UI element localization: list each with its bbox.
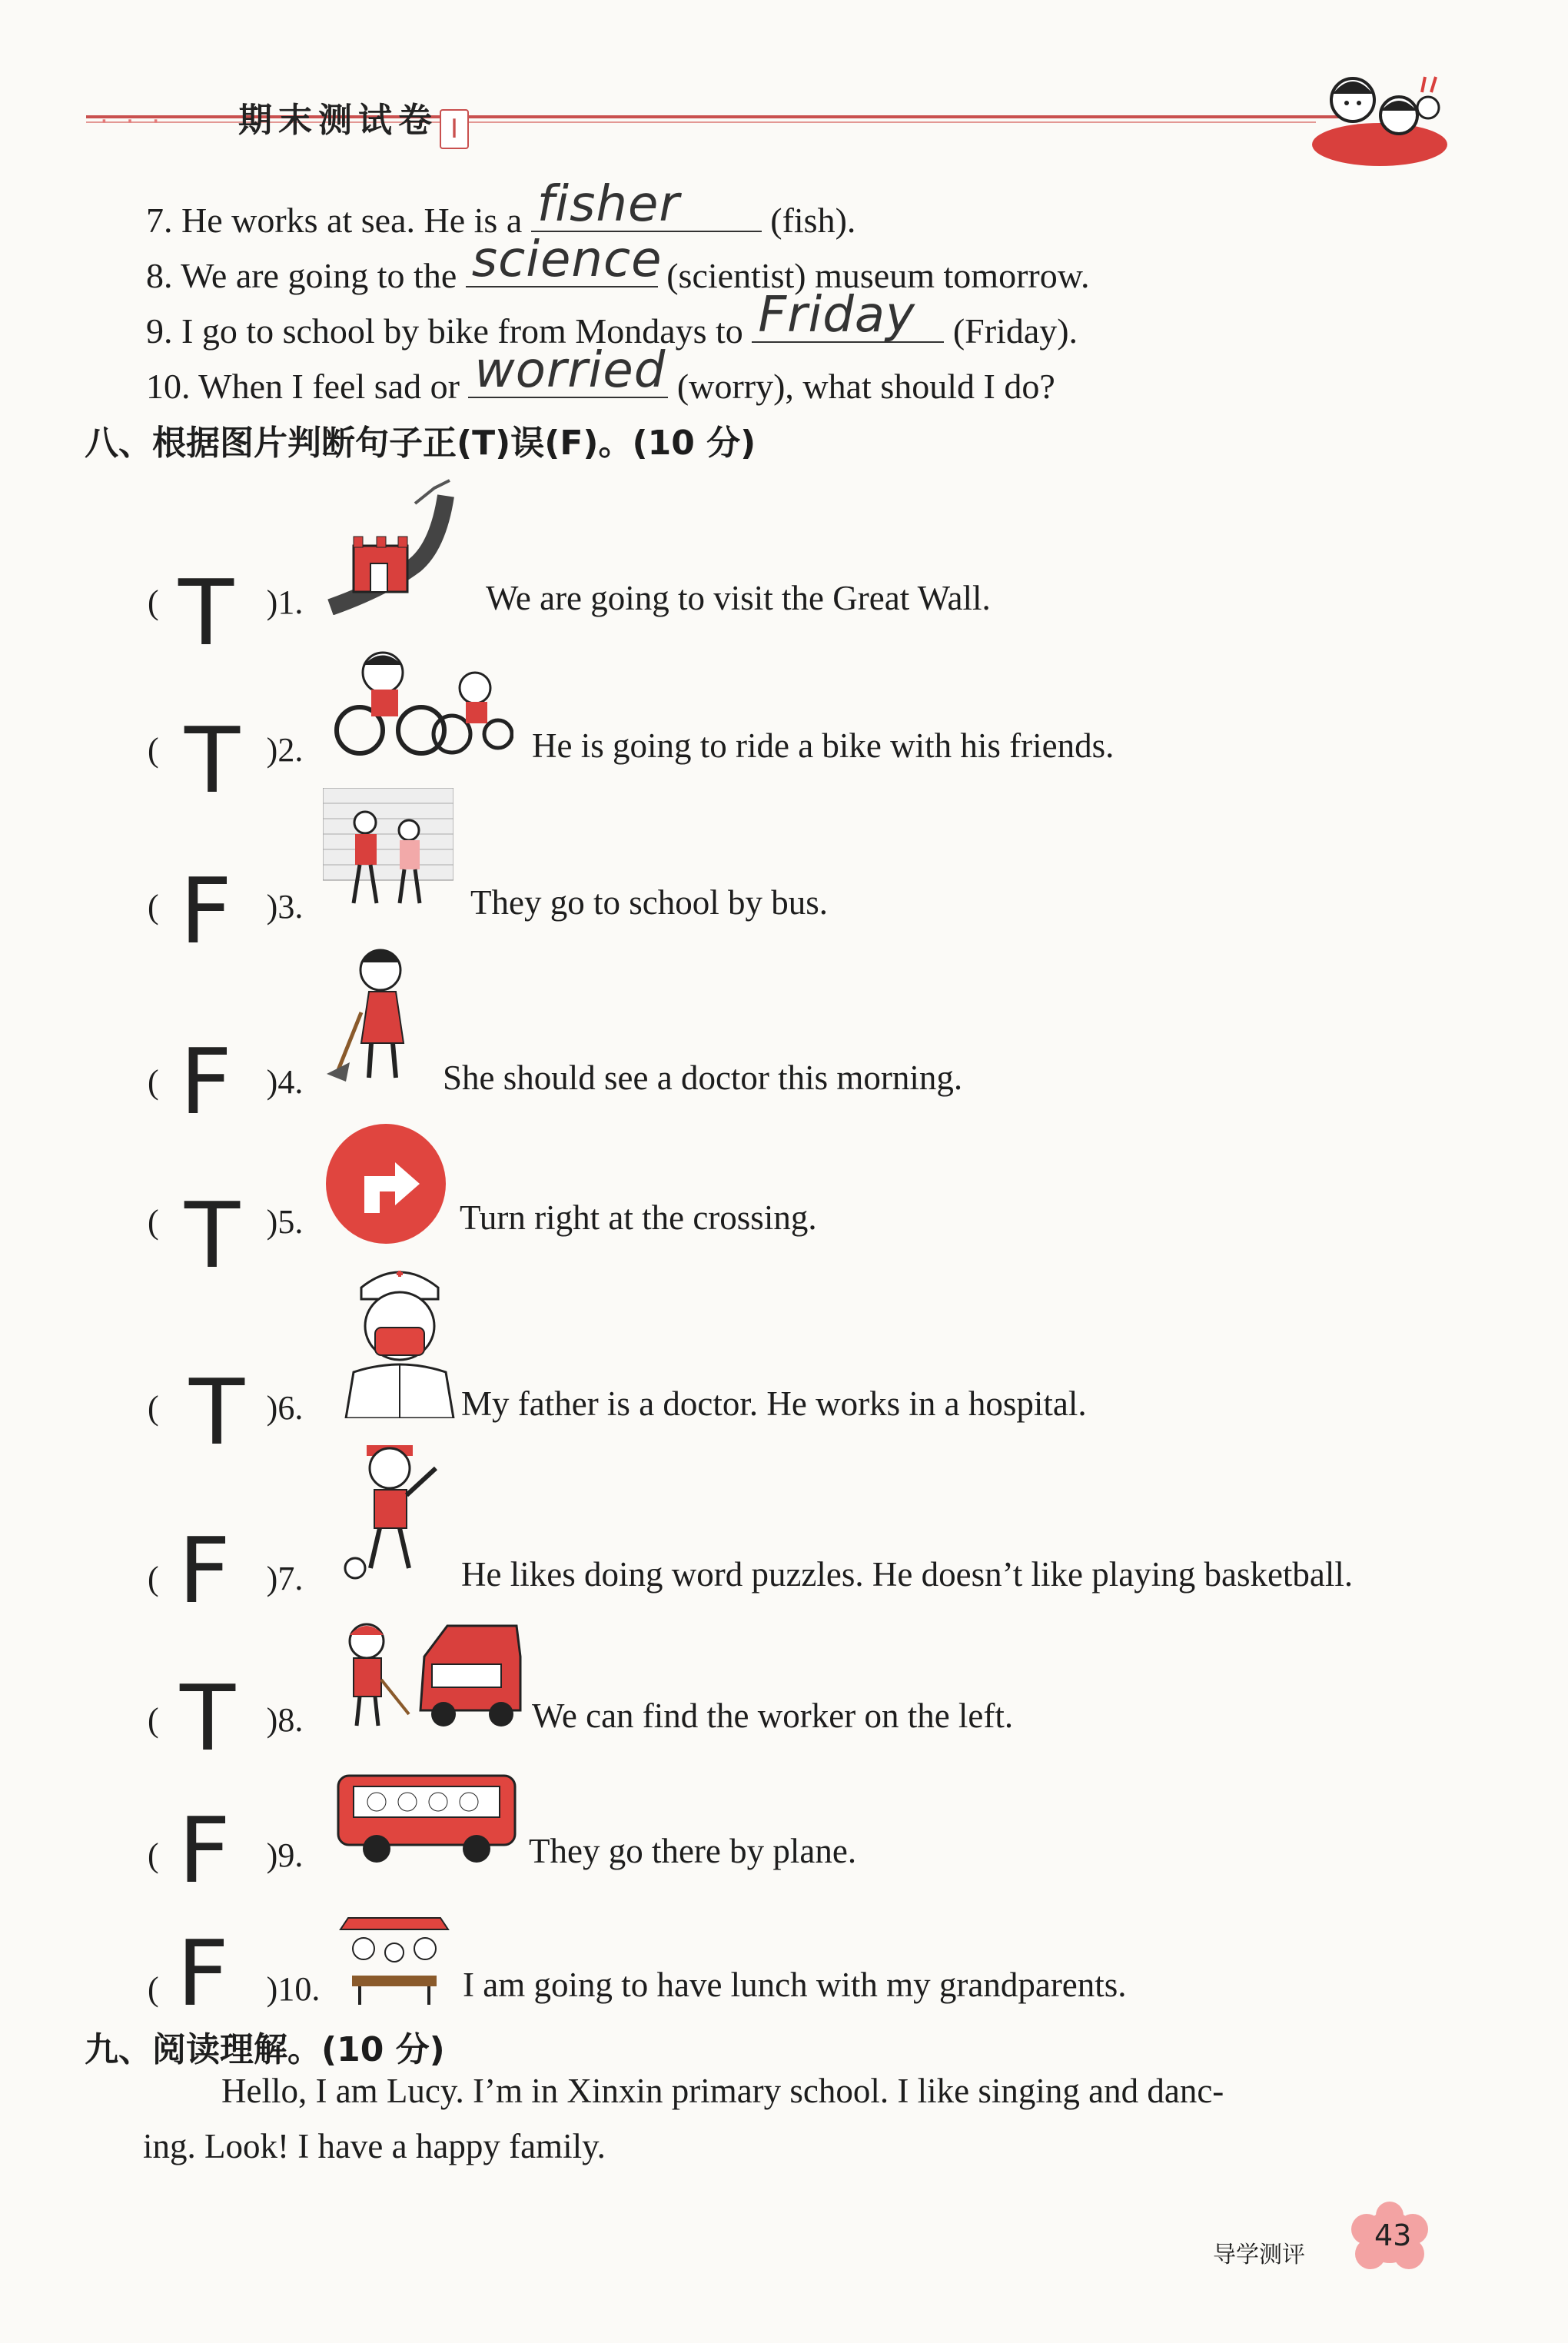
sentence-after: (worry), what should I do? bbox=[676, 367, 1055, 406]
sentence-7: He likes doing word puzzles. He doesn’t like playing basketball. bbox=[461, 1555, 1354, 1594]
sweeping-girl-picture bbox=[327, 939, 427, 1085]
item-number: 10. bbox=[146, 367, 191, 406]
sentence-before: When I feel sad or bbox=[198, 367, 460, 406]
great-wall-picture bbox=[323, 473, 477, 615]
handwritten-mark-4: F bbox=[180, 1029, 232, 1135]
reading-paragraph-line-2: ing. Look! I have a happy family. bbox=[143, 2127, 606, 2165]
header-title: 期末测试卷 bbox=[238, 101, 438, 140]
sentence-4: She should see a doctor this morning. bbox=[443, 1059, 963, 1097]
handwritten-answer: science bbox=[471, 231, 663, 288]
walking-picture bbox=[323, 788, 453, 915]
sentence-before: He works at sea. He is a bbox=[181, 201, 523, 240]
answer-blank[interactable] bbox=[468, 342, 668, 399]
answer-blank[interactable] bbox=[531, 176, 762, 233]
handwritten-mark-3: F bbox=[180, 858, 232, 964]
sentence-after: (Friday). bbox=[952, 311, 1078, 351]
item-number: 7. bbox=[146, 201, 173, 240]
answer-paren-7[interactable]: ( )7. bbox=[148, 1560, 304, 1597]
handwritten-mark-6: T bbox=[189, 1359, 245, 1465]
answer-paren-3[interactable]: ( )3. bbox=[148, 888, 304, 926]
answer-blank[interactable] bbox=[752, 287, 944, 344]
sentence-3: They go to school by bus. bbox=[470, 883, 828, 922]
section-9-title: 九、阅读理解。(10 分) bbox=[85, 2030, 445, 2069]
footer-label: 导学测评 bbox=[1213, 2242, 1305, 2268]
bikes-picture bbox=[329, 642, 513, 757]
answer-blank[interactable] bbox=[466, 231, 663, 288]
sentence-1: We are going to visit the Great Wall. bbox=[486, 579, 991, 617]
section-8-title: 八、根据图片判断句子正(T)误(F)。(10 分) bbox=[85, 424, 756, 463]
sentence-2: He is going to ride a bike with his friends. bbox=[532, 726, 1115, 765]
handwritten-mark-7: F bbox=[178, 1517, 231, 1623]
sentence-after: (scientist) museum tomorrow. bbox=[666, 256, 1090, 295]
handwritten-mark-9: F bbox=[178, 1797, 231, 1903]
header-volume: Ⅰ bbox=[440, 109, 469, 149]
football-boy-picture bbox=[332, 1437, 455, 1580]
answer-paren-1[interactable]: ( )1. bbox=[148, 583, 304, 621]
fill-line-8 bbox=[146, 231, 1090, 296]
handwritten-mark-5: T bbox=[184, 1182, 241, 1288]
handwritten-answer: Friday bbox=[758, 287, 915, 344]
worker-car-picture bbox=[332, 1610, 524, 1733]
header-cartoon-kids-icon bbox=[1307, 54, 1453, 169]
reading-paragraph-line-1: Hello, I am Lucy. I’m in Xinxin primary school. I like singing and danc- bbox=[221, 2072, 1224, 2110]
answer-paren-8[interactable]: ( )8. bbox=[148, 1701, 304, 1739]
sentence-8: We can find the worker on the left. bbox=[532, 1697, 1014, 1735]
fill-line-10 bbox=[146, 342, 1055, 407]
answer-paren-2[interactable]: ( )2. bbox=[148, 731, 304, 769]
bus-picture bbox=[323, 1760, 523, 1868]
item-number: 9. bbox=[146, 311, 173, 351]
handwritten-answer: worried bbox=[474, 342, 666, 399]
page-number: 43 bbox=[1374, 2218, 1412, 2252]
handwritten-mark-10: F bbox=[177, 1920, 229, 2026]
doctor-picture bbox=[338, 1257, 461, 1418]
sentence-before: I go to school by bike from Mondays to bbox=[181, 311, 743, 351]
handwritten-mark-1: T bbox=[178, 560, 234, 666]
turn-right-sign bbox=[324, 1122, 447, 1245]
answer-paren-4[interactable]: ( )4. bbox=[148, 1063, 304, 1101]
sentence-10: I am going to have lunch with my grandparents. bbox=[463, 1966, 1127, 2004]
sentence-9: They go there by plane. bbox=[529, 1832, 857, 1870]
handwritten-mark-2: T bbox=[184, 707, 241, 813]
item-number: 8. bbox=[146, 256, 173, 295]
sentence-6: My father is a doctor. He works in a hospital. bbox=[461, 1384, 1087, 1423]
answer-paren-6[interactable]: ( )6. bbox=[148, 1389, 304, 1427]
answer-paren-9[interactable]: ( )9. bbox=[148, 1836, 304, 1874]
handwritten-answer: fisher bbox=[537, 176, 680, 233]
family-lunch-picture bbox=[337, 1914, 452, 2006]
answer-paren-5[interactable]: ( )5. bbox=[148, 1203, 304, 1241]
answer-paren-10[interactable]: ( )10. bbox=[148, 1970, 321, 2008]
sentence-5: Turn right at the crossing. bbox=[460, 1198, 817, 1237]
sentence-after: (fish). bbox=[770, 201, 856, 240]
handwritten-mark-8: T bbox=[180, 1665, 236, 1771]
header-dots: · · · bbox=[100, 106, 165, 137]
sentence-before: We are going to the bbox=[181, 256, 457, 295]
